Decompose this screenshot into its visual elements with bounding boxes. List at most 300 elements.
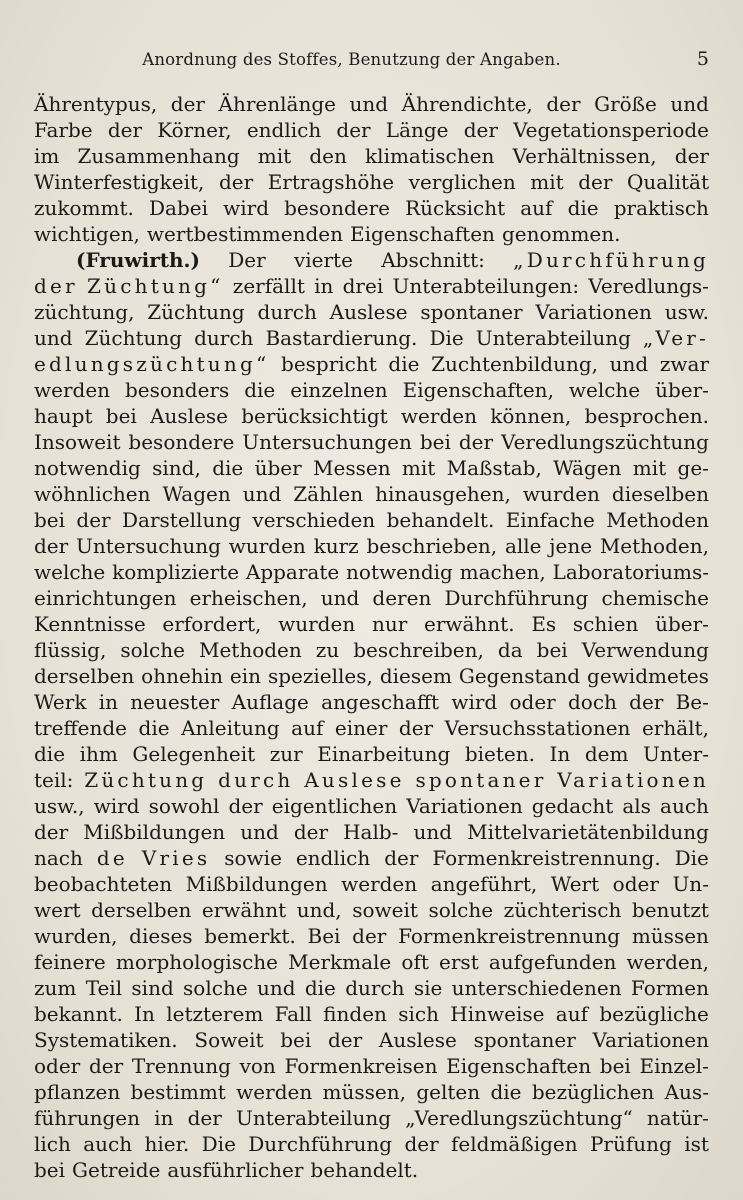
word: Vegetationsperiode (513, 118, 709, 142)
word: In (134, 1002, 155, 1026)
text-line (34, 689, 709, 715)
word: Formenkreistrennung (398, 924, 621, 948)
word: bemerkt. (204, 924, 296, 948)
word: auf (555, 1002, 588, 1026)
word: mit (401, 456, 436, 480)
word: der (674, 144, 709, 168)
word: praktisch (613, 196, 709, 220)
word: Halb- (343, 820, 399, 844)
word: und (242, 482, 282, 506)
word: die (567, 196, 599, 220)
text-line (34, 533, 709, 559)
word: Zählen (293, 482, 364, 506)
word: über- (655, 378, 709, 402)
word: treffende (34, 716, 127, 740)
word: Veredlungs- (588, 274, 709, 298)
word: der (34, 534, 69, 558)
word: durch (194, 326, 254, 350)
text-line (34, 1079, 709, 1105)
word: Auslese (150, 404, 228, 428)
word: welche (34, 560, 106, 584)
word: diesem (379, 664, 452, 688)
text-line (34, 455, 709, 481)
word: der (336, 118, 371, 142)
word: Durchführung (248, 1132, 393, 1156)
word: finden (323, 1002, 387, 1026)
word: der (34, 274, 78, 298)
word: Be- (675, 690, 709, 714)
word: Untersuchungen (242, 430, 412, 454)
word: Formen (630, 976, 709, 1000)
text-line (34, 1105, 709, 1131)
word: werden (236, 1080, 313, 1104)
word: notwendig (34, 456, 141, 480)
word: bespricht (281, 352, 377, 376)
word: spontaner (473, 1028, 576, 1052)
word: wertbestimmenden (146, 222, 343, 246)
word: von (239, 1054, 276, 1078)
word: der (228, 794, 263, 818)
word: letzterem (166, 1002, 264, 1026)
word: Qualität (626, 170, 709, 194)
word: Vries (141, 846, 211, 870)
word: spontaner (420, 300, 523, 324)
word: nach (34, 846, 83, 870)
word: wert (34, 898, 81, 922)
word: bei (34, 508, 66, 532)
word: und (256, 976, 296, 1000)
word: wird (93, 794, 140, 818)
text-line (34, 585, 709, 611)
word: schien (572, 612, 639, 636)
word: solche (428, 898, 494, 922)
word: besonders (124, 378, 230, 402)
word: mit (530, 170, 564, 194)
word: durch (218, 768, 294, 792)
word: da (497, 638, 523, 662)
word: mit (257, 144, 292, 168)
text-line (34, 169, 709, 195)
word: Verwendung (581, 638, 709, 662)
word: Teil (85, 976, 123, 1000)
word: chemische (601, 586, 709, 610)
word: usw., (34, 794, 85, 818)
word: behandelt. (310, 1158, 419, 1182)
word: und (670, 92, 709, 116)
word: solche (183, 976, 248, 1000)
word: der (458, 430, 494, 454)
text-line (34, 949, 709, 975)
word: der (328, 1028, 363, 1052)
word: die (138, 716, 170, 740)
word: über- (655, 612, 709, 636)
word: Ährendichte, (401, 92, 533, 116)
word: besondere (128, 430, 235, 454)
word: die (304, 976, 336, 1000)
text-line (34, 481, 709, 507)
word: erwähnt (201, 898, 287, 922)
word: sind (131, 976, 174, 1000)
word: Züchtung (84, 326, 183, 350)
word: In (549, 742, 571, 766)
word: führungen (34, 1106, 141, 1130)
word: bei (599, 1054, 631, 1078)
running-head-title: Anordnung des Stoffes, Benutzung der Angaben. (142, 50, 561, 69)
word: als (622, 794, 651, 818)
text-line (34, 871, 709, 897)
word: Variationen (535, 300, 652, 324)
word: morphologische (115, 950, 278, 974)
word: wurden, (34, 924, 118, 948)
text-line (34, 143, 709, 169)
word: werden (34, 378, 111, 402)
word: im (34, 144, 60, 168)
body-text (34, 91, 709, 1183)
word: lich (34, 1132, 71, 1156)
word: „Veredlungszüchtung“ (405, 1106, 633, 1130)
word: dieselben (611, 482, 709, 506)
word: ist (684, 1132, 709, 1156)
word: der (293, 820, 329, 844)
word: deren (372, 586, 432, 610)
word: der (170, 92, 205, 116)
word: Systematiken. (34, 1028, 178, 1052)
word: Merkmale (288, 950, 392, 974)
word: der (546, 92, 581, 116)
text-line (34, 299, 709, 325)
text-line (34, 663, 709, 689)
word: der (404, 1132, 439, 1156)
word: Zuchtenbildung, (431, 352, 599, 376)
word: besondere (284, 196, 390, 220)
word: endlich (295, 846, 371, 870)
word: und (413, 820, 453, 844)
word: Methoden, (599, 534, 709, 558)
word: Gelegenheit (132, 742, 256, 766)
word: erwähnt. (423, 612, 515, 636)
word: Auslese (329, 300, 408, 324)
word: hinausgehen, (375, 482, 511, 506)
text-line (34, 923, 709, 949)
word: bei (419, 430, 451, 454)
word: teil: (34, 768, 74, 792)
word: oft (401, 950, 429, 974)
word: oder (34, 1054, 81, 1078)
word: ihm (79, 742, 118, 766)
word: Züchtung (84, 768, 208, 792)
word: jene (549, 534, 593, 558)
word: wichtigen, (34, 222, 140, 246)
word: Variationen (406, 794, 523, 818)
word: doch (567, 690, 617, 714)
word: bezügliche (599, 1002, 709, 1026)
word: oder (509, 690, 556, 714)
word: Unter- (643, 742, 709, 766)
word: Ertragshöhe (267, 170, 395, 194)
word: werden (341, 872, 418, 896)
word: genommen. (501, 222, 621, 246)
word: beschrieben, (366, 534, 498, 558)
word: bestimmt (130, 1080, 226, 1104)
word: „Durchführung (513, 248, 709, 272)
word: Die (674, 846, 709, 870)
word: in (154, 1106, 174, 1130)
text-line (34, 1027, 709, 1053)
word: spezielles, (267, 664, 373, 688)
word: zukommt. (34, 196, 134, 220)
word: klimatischen (365, 144, 495, 168)
word: Die (201, 1132, 236, 1156)
word: bieten. (464, 742, 535, 766)
text-line (34, 741, 709, 767)
word: berücksichtigt (241, 404, 388, 428)
word: der (88, 1054, 124, 1078)
word: Wert (550, 872, 600, 896)
word: bei (536, 638, 568, 662)
word: Mißbildungen (185, 872, 328, 896)
word: zu (315, 638, 340, 662)
word: wird (223, 196, 270, 220)
word: Mittelvarietätenbildung (467, 820, 709, 844)
word: Laboratoriums- (552, 560, 709, 584)
word: dieses (129, 924, 193, 948)
word: ge- (677, 456, 709, 480)
word: komplizierte (112, 560, 240, 584)
word: Winterfestigkeit, (34, 170, 205, 194)
word: Länge (385, 118, 449, 142)
word: spontaner (415, 768, 547, 792)
word: der (187, 1106, 222, 1130)
word: mit (632, 456, 667, 480)
text-line (34, 377, 709, 403)
text-line (34, 1053, 709, 1079)
word: Unterabteilungen: (392, 274, 580, 298)
word: sie (413, 976, 443, 1000)
word: nur (371, 612, 408, 636)
word: müssen, (322, 1080, 406, 1104)
word: in (314, 274, 334, 298)
word: ausführlicher (167, 1158, 304, 1182)
word: gedacht (531, 794, 614, 818)
word: wurden (522, 482, 600, 506)
word: auf (520, 196, 553, 220)
text-line (34, 819, 709, 845)
word: auf (291, 716, 324, 740)
word: Züchtung (147, 300, 245, 324)
word: Messen (313, 456, 391, 480)
text-line (34, 273, 709, 299)
word: Untersuchung (75, 534, 221, 558)
word: Fall (274, 1002, 312, 1026)
text-line (34, 715, 709, 741)
word: erheischen, (189, 586, 308, 610)
word: besprochen. (584, 404, 709, 428)
word: sowie (224, 846, 282, 870)
word: der (578, 170, 613, 194)
word: wurden (228, 534, 306, 558)
word: Veredlungszüchtung (500, 430, 709, 454)
word: Dabei (149, 196, 209, 220)
word: der (463, 118, 498, 142)
text-line (34, 611, 709, 637)
text-line (34, 767, 709, 793)
text-line (34, 637, 709, 663)
word: sich (398, 1002, 439, 1026)
word: erfordert, (162, 612, 262, 636)
word: kurz (313, 534, 359, 558)
word: Rücksicht (405, 196, 506, 220)
word: beschreiben, (353, 638, 484, 662)
word: Hinweise (450, 1002, 545, 1026)
word: oder (612, 872, 659, 896)
word: und (349, 92, 389, 116)
word: Wägen (553, 456, 622, 480)
word: Darstellung (122, 508, 242, 532)
word: sind, (152, 456, 201, 480)
word: auch (660, 794, 709, 818)
word: Einarbeitung (317, 742, 451, 766)
word: pflanzen (34, 1080, 121, 1104)
word: die (212, 456, 244, 480)
word: dem (584, 742, 629, 766)
word: Zusammenhang (77, 144, 240, 168)
word: und (609, 352, 649, 376)
word: natür- (646, 1106, 709, 1130)
word: Einfache (505, 508, 595, 532)
word: Züchtung“ (87, 274, 224, 298)
word: in (98, 690, 118, 714)
word: solche (120, 638, 185, 662)
word: Methoden (198, 638, 302, 662)
word: notwendig (346, 560, 453, 584)
word: werden (400, 404, 477, 428)
word: ein (229, 664, 262, 688)
word: Eigenschaften (349, 222, 495, 246)
word: beobachteten (34, 872, 173, 896)
word: zum (34, 976, 77, 1000)
word: (Fruwirth.) (76, 248, 200, 272)
word: Bei (307, 924, 341, 948)
word: angeführt, (430, 872, 538, 896)
word: erhält, (641, 716, 709, 740)
text-line (34, 91, 709, 117)
text-line (34, 221, 709, 247)
word: derselben (34, 664, 135, 688)
word: die (490, 1080, 522, 1104)
word: Trennung (131, 1054, 231, 1078)
word: Abschnitt: (381, 248, 485, 272)
word: wird (451, 690, 498, 714)
text-line (34, 897, 709, 923)
running-head (34, 46, 709, 76)
word: Unterabteilung (235, 1106, 392, 1130)
word: sowohl (148, 794, 220, 818)
word: Variationen (557, 768, 709, 792)
word: benutzt (631, 898, 709, 922)
word: Soweit (194, 1028, 264, 1052)
word: einzelnen (290, 378, 388, 402)
word: verschieden (252, 508, 376, 532)
text-line (34, 351, 709, 377)
word: Bastardierung. (265, 326, 418, 350)
word: Einzel- (639, 1054, 709, 1078)
word: usw. (664, 300, 709, 324)
word: Prüfung (589, 1132, 672, 1156)
word: Formenkreistrennung. (432, 846, 661, 870)
word: haupt (34, 404, 93, 428)
word: ohnehin (141, 664, 223, 688)
word: Durchführung (444, 586, 589, 610)
word: zwar (659, 352, 709, 376)
word: der (107, 118, 143, 142)
word: Gegenstand (458, 664, 581, 688)
word: Körner, (157, 118, 232, 142)
word: hier. (144, 1132, 190, 1156)
word: Variationen (592, 1028, 709, 1052)
word: „Ver- (642, 326, 709, 350)
word: Auslese (378, 1028, 457, 1052)
word: Versuchsstationen (444, 716, 631, 740)
word: vierte (293, 248, 353, 272)
word: aufgefunden (488, 950, 617, 974)
word: edlungszüchtung“ (34, 352, 270, 376)
word: Auflage (231, 690, 309, 714)
word: Größe (594, 92, 657, 116)
word: erst (439, 950, 479, 974)
text-line (34, 1001, 709, 1027)
word: müssen (631, 924, 709, 948)
word: Kenntnisse (34, 612, 146, 636)
page-number: 5 (696, 48, 709, 70)
text-line (34, 793, 709, 819)
word: bei (280, 1028, 312, 1052)
word: welche (568, 378, 641, 402)
word: der (352, 924, 387, 948)
text-line (34, 325, 709, 351)
word: Werk (34, 690, 87, 714)
word: bezüglichen (531, 1080, 655, 1104)
word: werden, (626, 950, 709, 974)
word: Methoden (606, 508, 709, 532)
word: Der (228, 248, 266, 272)
word: Ährentypus, (34, 92, 158, 116)
word: behandelt. (386, 508, 495, 532)
word: Unterabteilung (475, 326, 631, 350)
text-line (34, 559, 709, 585)
word: Mißbildungen (83, 820, 226, 844)
word: der (218, 170, 254, 194)
word: den (309, 144, 347, 168)
word: Ährenlänge (218, 92, 336, 116)
word: Un- (672, 872, 709, 896)
word: der (34, 820, 69, 844)
word: Eigenschaften, (402, 378, 554, 402)
word: Insoweit (34, 430, 121, 454)
word: Auslese (304, 768, 405, 792)
text-line (34, 1157, 709, 1183)
word: Getreide (72, 1158, 161, 1182)
word: einrichtungen (34, 586, 177, 610)
word: Die (429, 326, 464, 350)
word: bekannt. (34, 1002, 123, 1026)
word: derselben (91, 898, 192, 922)
word: die (34, 742, 66, 766)
word: machen, (459, 560, 546, 584)
word: gewidmetes (587, 664, 709, 688)
word: zerfällt (232, 274, 305, 298)
word: bei (105, 404, 137, 428)
word: Wagen (162, 482, 231, 506)
